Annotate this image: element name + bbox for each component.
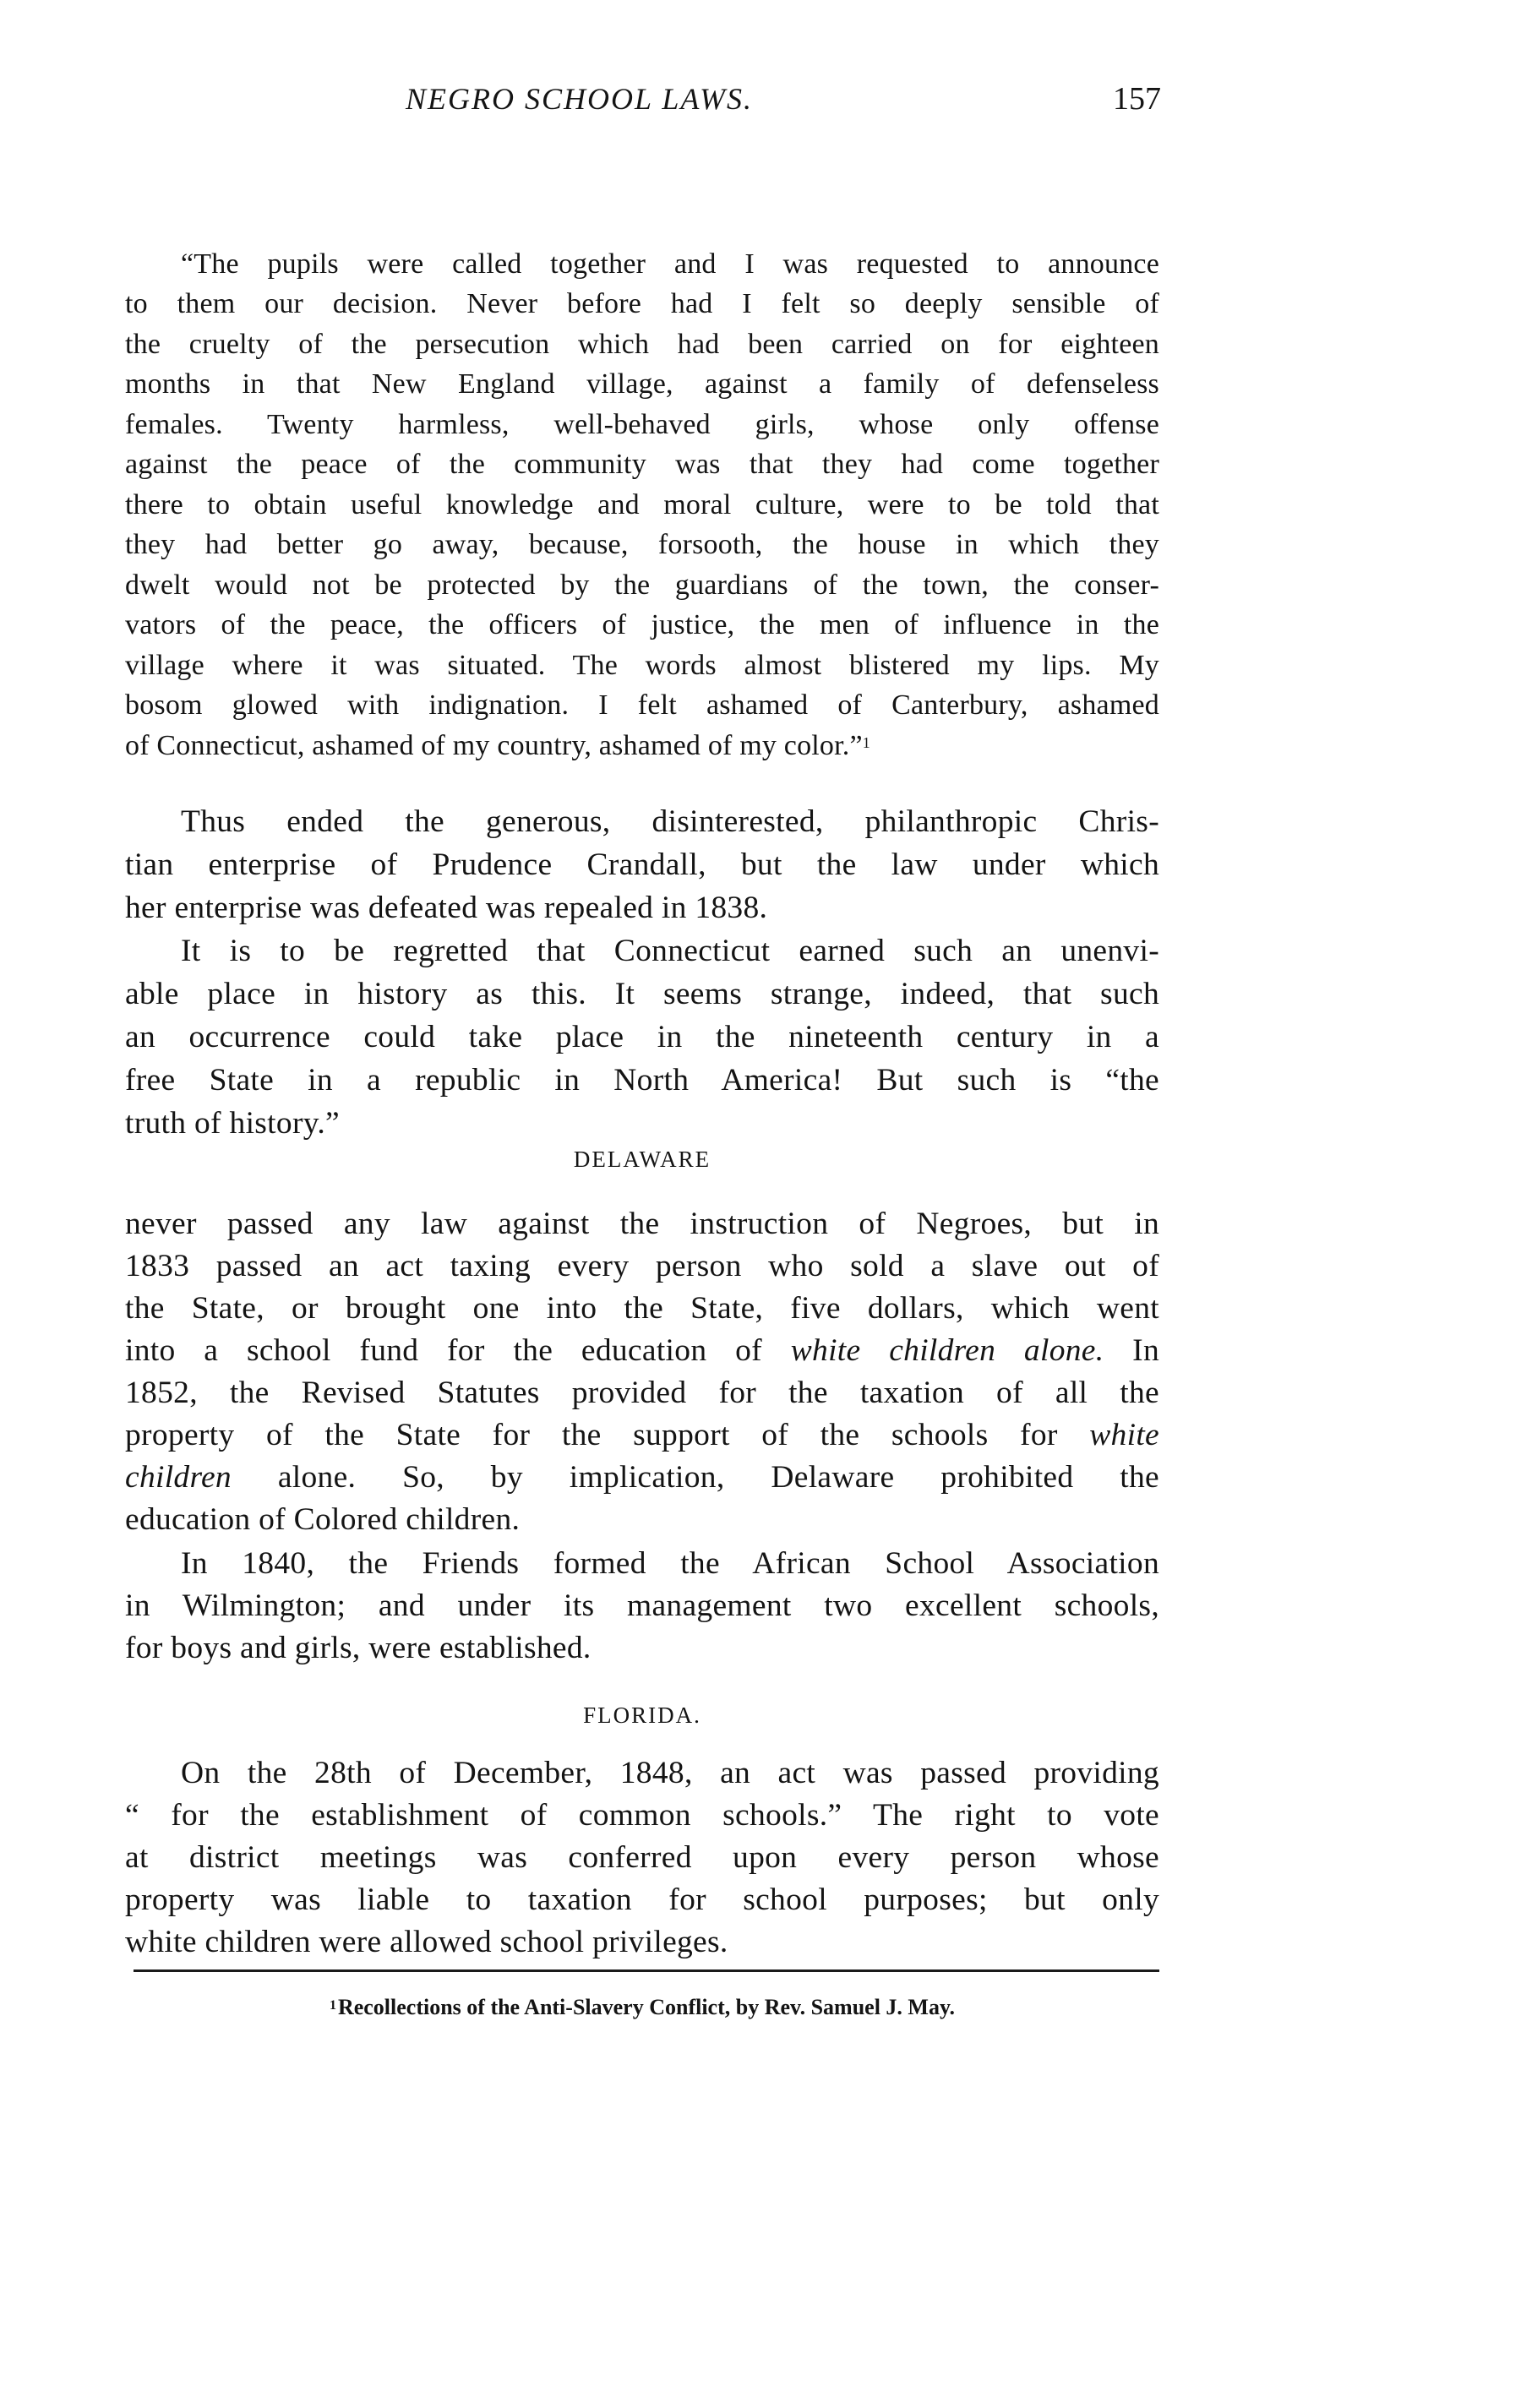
quote-line: bosom glowed with indignation. I felt ashamed of Canterbury, ashamed [125,689,1159,721]
quote-line: they had better go away, because, forsooth, the house in which they [125,529,1159,560]
quote-line: months in that New England village, against a family of defenseless [125,368,1159,400]
body-line: for boys and girls, were established. [125,1631,592,1665]
page-number: 157 [1113,81,1161,117]
body-line: 1833 passed an act taxing every person who sold a slave out of [125,1249,1159,1283]
text-run: alone. So, by implication, Delaware prohibited the [277,1460,1159,1495]
body-line: at district meetings was conferred upon every person whose [125,1840,1159,1875]
section-heading-florida: FLORIDA. [583,1702,701,1728]
body-line: free State in a republic in North America! But such is “the [125,1063,1159,1098]
quote-line: there to obtain useful knowledge and moral culture, were to be told that [125,489,1159,520]
footnote-reference: 1 [862,734,870,751]
text-run: into a school fund for the education of [125,1333,762,1368]
emphasis: white children alone. [790,1333,1104,1368]
quote-line-last [125,727,1159,765]
body-line: able place in history as this. It seems strange, indeed, that such [125,977,1159,1011]
body-line: education of Colored children. [125,1502,521,1537]
quote-line: dwelt would not be protected by the guardians of the town, the conser- [125,569,1159,601]
body-line: an occurrence could take place in the nineteenth century in a [125,1020,1159,1054]
body-line: Thus ended the generous, disinterested, philanthropic Chris- [181,804,1159,839]
body-line: “ for the establishment of common schools.” The right to vote [125,1798,1159,1833]
text-run: property of the State for the support of the schools for [125,1418,1058,1452]
footnote [125,1992,1159,2023]
body-line [125,1414,1159,1457]
body-line [125,1457,1159,1499]
quote-line: village where it was situated. The words almost blistered my lips. My [125,650,1159,681]
quote-line: “The pupils were called together and I was requested to announce [181,248,1159,280]
quote-line: females. Twenty harmless, well-behaved girls, whose only offense [125,409,1159,440]
body-line: 1852, the Revised Statutes provided for the taxation of all the [125,1376,1159,1410]
body-line: tian enterprise of Prudence Crandall, but the law under which [125,847,1159,882]
footnote-divider [134,1969,1159,1972]
body-line: property was liable to taxation for school purposes; but only [125,1882,1159,1917]
body-line: white children were allowed school privileges. [125,1925,728,1959]
body-line: truth of history.” [125,1106,340,1141]
body-line: never passed any law against the instruction of Negroes, but in [125,1207,1159,1241]
body-line: On the 28th of December, 1848, an act was passed providing [181,1756,1159,1790]
footnote-text: Recollections of the Anti-Slavery Conflict, by Rev. Samuel J. May. [337,1995,956,2019]
section-heading-delaware: DELAWARE [573,1147,711,1172]
body-line: It is to be regretted that Connecticut earned such an unenvi- [181,934,1159,968]
body-line: the State, or brought one into the State, five dollars, which went [125,1291,1159,1326]
footnote-marker: 1 [329,1998,336,2013]
running-head-title: NEGRO SCHOOL LAWS. [406,82,754,116]
text-run: In [1132,1333,1160,1368]
body-line [125,1330,1159,1372]
quote-line: vators of the peace, the officers of justice, the men of influence in the [125,609,1159,640]
body-line: in Wilmington; and under its management two excellent schools, [125,1588,1159,1623]
quote-line: to them our decision. Never before had I felt so deeply sensible of [125,288,1159,319]
quote-line: the cruelty of the persecution which had been carried on for eighteen [125,329,1159,360]
quote-line-text: of Connecticut, ashamed of my country, ashamed of my color.” [125,730,863,761]
quote-line: against the peace of the community was that they had come together [125,449,1159,480]
emphasis: children [125,1460,232,1495]
body-line: her enterprise was defeated was repealed in 1838. [125,891,768,925]
body-line: In 1840, the Friends formed the African School Association [181,1546,1159,1581]
emphasis: white [1089,1418,1159,1452]
